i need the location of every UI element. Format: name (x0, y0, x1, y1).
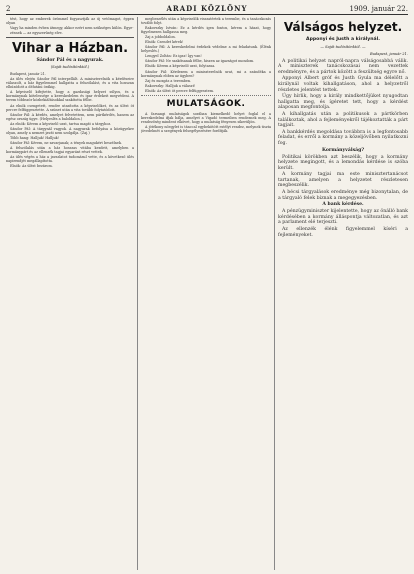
article-body (278, 59, 408, 239)
paragraph: Több hang: Halljuk! Halljuk! (10, 135, 60, 140)
column-1 (6, 17, 134, 570)
column-2 (141, 17, 271, 570)
lead-paragraph: A politikai helyzet napról-napra válságosabbá válik. A miniszterek tanácskozásai nem vezettek eredményre, és a pártok között a feszültség egyre nő. (278, 58, 408, 75)
paragraph: Úgy hírlik, hogy a király mindkettőjüket nyugodtan hallgatta meg, és ígéretet tett, hogy a kérdést alaposan megfontolja. (278, 94, 408, 111)
column-divider (274, 17, 275, 570)
paragraph: Elnök: Kérem a képviselő urat, folytassa. (145, 64, 216, 69)
article-title: Válságos helyzet. (283, 20, 403, 34)
page-header (6, 4, 408, 15)
paragraph: Apponyi Albert gróf és Justh Gyula ma délelőtt a királynál voltak kihallgatáson, ahol a helyzetről részletes jelentést tettek. (278, 76, 408, 93)
paragraph: A képviselő kifejtette, hogy a gazdasági helyzet súlyos, és a kormánynak kötelessége a kereskedelem és ipar érdekeit megvédeni. A terem többször közbekiáltásokkal szakította félbe. (6, 90, 134, 103)
paragraph: Sándor Pál: A kérdés, amelyet felvetettem, nem pártkérdés, hanem az egész ország ügye. (Helyeslés a baloldalon.) (6, 112, 134, 121)
article-byline: — Saját tudósítónktól. — (320, 44, 366, 49)
paragraph: Sándor Pál: A kereskedelmi érdekek védelme a mi feladatunk. (Élénk helyeslés.) (141, 45, 271, 54)
paragraph: Az elnök csengetett, rendre utasította a képviselőket, és az ülést öt percre felfüggesztette. A szünet után a vita tovább folytatódott. (6, 103, 134, 112)
divider (141, 95, 271, 96)
paragraph: Sándor Pál: A tárgynál vagyok. A nagyurak befolyása a közügyekre olyan, amely a nemzet javát nem szolgálja. (Zaj.) (6, 126, 134, 135)
paragraph: Budapest, január 21. (10, 72, 46, 77)
page-number: 2 (6, 5, 11, 13)
paragraph: A bécsi tárgyalások eredménye még bizonytalan, de a tárgyaló felek bíznak a megegyezésben. (278, 190, 408, 201)
paragraph: Zaj a jobboldalon. (145, 35, 176, 40)
paragraph: Politikai körökben azt beszélik, hogy a kormány helyzete megingott, és a lemondás kérdése is szóba került. (278, 154, 408, 171)
issue-date: 1909. január 22. (349, 5, 408, 13)
article-title: Vihar a Házban. (11, 41, 129, 57)
paragraph: Rakovszky István: Ez a kérdés igen fontos, kérem a házat, hogy figyelmesen hallgassa meg. (141, 26, 271, 35)
section-heading: A bank kérdése. (322, 202, 364, 208)
section-heading: Kormányválság? (321, 147, 365, 153)
paragraph: Az elnök: Kérem a képviselő urat, tartsa magát a tárgyhoz. (10, 121, 112, 126)
paragraph: A kormány tagjai ma este minisztertanácsot tartanak, amelyen a helyzetet részletesen megbeszélik. (278, 172, 408, 189)
paragraph: Az ülés elején Sándor Pál interpellált. A miniszterelnök a kérdéseire válaszolt, a ház figyelemmel hallgatta a felszólalást, és a vita hosszan elhúzódott a délutáni órákig. (6, 77, 134, 90)
masthead: ARADI KÖZLÖNY (166, 4, 248, 13)
paragraph: Elnök: Az ülést öt percre felfüggesztem. (145, 88, 215, 93)
paragraph: Lengyel Zoltán: Ez igaz! Így van! (145, 54, 202, 59)
intro-line: zésnek — az egyszerűség elve. (10, 31, 63, 36)
paragraph: Rakovszky: Halljuk a választ! (145, 83, 196, 88)
paragraph: Sándor Pál: Ne szakítsanak félbe, hiszen az igazságot mondom. (145, 59, 255, 64)
section-title: MULATSÁGOK. (166, 98, 246, 109)
article-subtitle: Apponyi és Justh a királynál. (306, 37, 380, 42)
paragraph: Sándor Pál: Kérdezem a miniszterelnök urat, mi a szándéka a kormánynak ebben az ügyben? (141, 69, 271, 78)
article-dateline: Budapest, január 21. (369, 51, 408, 56)
article-byline: (Saját tudósítónktól.) (50, 65, 90, 70)
paragraph: A felszólalás után a ház hosszas vitába kezdett, amelyben a kormánypárt és az ellenzék tagjai egyaránt részt vettek. (6, 145, 134, 154)
divider (6, 37, 134, 38)
paragraph: Sándor Pál: Kérem, ne zavarjanak; a tények magukért beszélnek. (10, 140, 123, 145)
paragraph: Elnök: Az ülést bezárom. (10, 164, 53, 169)
paragraph: A bankkérdés megoldása továbbra is a legfontosabb feladat, és erről a kormány a közeljövőben nyilatkozni fog. (278, 129, 408, 146)
column-divider (137, 17, 138, 570)
paragraph: Zaj és mozgás a teremben. (145, 78, 192, 83)
intro-line: tést, hogy az emberek örömmel fogyasztják az új vetőmagot, éppen olyan (6, 17, 134, 26)
paragraph: Az ellenzék élénk figyelemmel kíséri a fejleményeket. (278, 227, 408, 238)
article-subtitle: Sándor Pál és a nagyurak. (36, 58, 104, 64)
paragraph: A farsangi mulatságok sorában kiemelkedő helyet foglal el a kereskedelmi ifjak bálja, amelyet a Vigadó termeiben rendeznek meg. A rendezőség mindent elkövet, hogy a mulatság fényesen sikerüljön. (141, 111, 271, 124)
paragraph: A pénzügyminiszter kijelentette, hogy az önálló bank kérdésében a kormány álláspontja változatlan, és azt a parlament elé terjeszti. (278, 209, 408, 226)
paragraph: A kihallgatás után a politikusok a pártkörben találkoztak, ahol a fejleményekről tájékoztatták a párt tagjait. (278, 111, 408, 129)
column-3 (278, 17, 408, 570)
intro-line: Vagy ha minden évben átmegy, akkor ezért nem szükséges külön. Egye- (10, 26, 134, 31)
paragraph: megbeszélés után a képviselők visszatértek a terembe, és a tanácskozás tovább folyt. (141, 17, 271, 26)
paragraph: Elnök: Csendet kérek! (145, 40, 184, 45)
paragraph: A jótékony nőegylet is tánccal egybekötött estélyt rendez, melynek tiszta jövedelmét a szegények felsegélyezésére fordítják. (141, 124, 271, 133)
paragraph: Az ülés végén a ház a javaslatot tudomásul vette, és a következő ülés napirendjét megállapította. (6, 155, 134, 164)
